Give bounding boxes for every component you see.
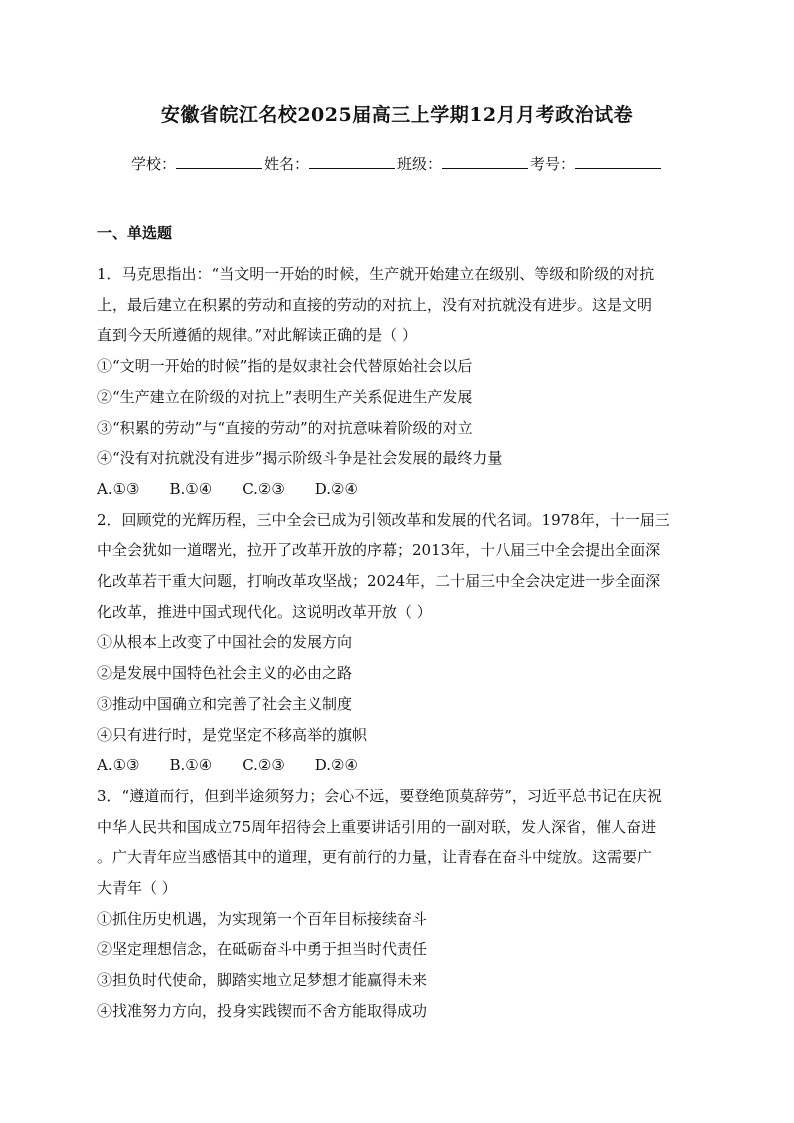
question-stem-line: 。广大青年应当感悟其中的道理，更有前行的力量，让青春在奋斗中绽放。这需要广 bbox=[97, 848, 653, 867]
student-info-row bbox=[0, 153, 794, 174]
option-b[interactable]: B.①④ bbox=[169, 756, 213, 775]
number-field bbox=[530, 153, 663, 174]
option-b[interactable]: B.①④ bbox=[169, 479, 213, 498]
question-1 bbox=[97, 259, 697, 505]
option-a[interactable]: A.①③ bbox=[97, 479, 140, 498]
name-field bbox=[264, 153, 397, 174]
statement-item: ④找准努力方向，投身实践锲而不舍方能取得成功 bbox=[97, 1001, 428, 1020]
number-label: 考号： bbox=[530, 155, 576, 173]
answer-options bbox=[97, 474, 697, 505]
question-stem-line: 大青年（ ） bbox=[97, 879, 177, 898]
statement-item: ①从根本上改变了中国社会的发展方向 bbox=[97, 633, 353, 652]
question-2 bbox=[97, 505, 697, 781]
class-field bbox=[397, 153, 530, 174]
question-stem-line: 3．“遵道而行，但到半途须努力；会心不远，要登绝顶莫辞劳”，习近平总书记在庆祝 bbox=[97, 786, 662, 805]
option-d[interactable]: D.②④ bbox=[314, 756, 358, 775]
statement-item: ②“生产建立在阶级的对抗上”表明生产关系促进生产发展 bbox=[97, 387, 473, 406]
question-stem-line: 2．回顾党的光辉历程，三中全会已成为引领改革和发展的代名词。1978年，十一届三 bbox=[97, 510, 670, 529]
question-stem-line: 1．马克思指出：“当文明一开始的时候，生产就开始建立在级别、等级和阶级的对抗 bbox=[97, 265, 655, 283]
school-label: 学校： bbox=[130, 155, 176, 173]
option-a[interactable]: A.①③ bbox=[97, 756, 140, 775]
statement-item: ②坚定理想信念，在砥砺奋斗中勇于担当时代责任 bbox=[97, 940, 428, 959]
question-list bbox=[97, 222, 697, 1027]
question-stem-line: 中全会犹如一道曙光，拉开了改革开放的序幕；2013年，十八届三中全会提出全面深 bbox=[97, 541, 661, 560]
name-label: 姓名： bbox=[263, 155, 309, 173]
statement-item: ③推动中国确立和完善了社会主义制度 bbox=[97, 694, 353, 713]
question-stem-line: 上，最后建立在积累的劳动和直接的劳动的对抗上，没有对抗就没有进步。这是文明 bbox=[97, 295, 653, 314]
statement-item: ②是发展中国特色社会主义的必由之路 bbox=[97, 664, 353, 683]
school-field bbox=[131, 153, 264, 174]
statement-item: ①抓住历史机遇，为实现第一个百年目标接续奋斗 bbox=[97, 909, 428, 928]
option-d[interactable]: D.②④ bbox=[314, 479, 358, 498]
answer-options bbox=[97, 750, 697, 781]
statement-item: ③“积累的劳动”与“直接的劳动”的对抗意味着阶级的对立 bbox=[97, 418, 473, 437]
question-stem-line: 化改革，推进中国式现代化。这说明改革开放（ ） bbox=[97, 602, 432, 621]
question-stem-line: 中华人民共和国成立75周年招待会上重要讲话引用的一副对联，发人深省，催人奋进 bbox=[97, 817, 657, 836]
statement-item: ③担负时代使命，脚踏实地立足梦想才能赢得未来 bbox=[97, 971, 428, 990]
question-3 bbox=[97, 781, 697, 1027]
class-label: 班级： bbox=[397, 155, 443, 173]
statement-item: ①“文明一开始的时候”指的是奴隶社会代替原始社会以后 bbox=[97, 357, 473, 376]
statement-item: ④“没有对抗就没有进步”揭示阶级斗争是社会发展的最终力量 bbox=[97, 449, 503, 468]
question-stem-line: 直到今天所遵循的规律。”对此解读正确的是（ ） bbox=[97, 326, 417, 345]
class-blank[interactable] bbox=[442, 154, 528, 169]
name-blank[interactable] bbox=[309, 154, 395, 169]
option-c[interactable]: C.②③ bbox=[242, 756, 285, 775]
section-heading: 一、单选题 bbox=[97, 224, 173, 242]
school-blank[interactable] bbox=[176, 154, 262, 169]
page-title: 安徽省皖江名校2025届高三上学期12月月考政治试卷 bbox=[160, 104, 634, 126]
number-blank[interactable] bbox=[575, 154, 661, 169]
option-c[interactable]: C.②③ bbox=[242, 479, 285, 498]
question-stem-line: 化改革若干重大问题，打响改革攻坚战；2024年，二十届三中全会决定进一步全面深 bbox=[97, 572, 661, 591]
statement-item: ④只有进行时，是党坚定不移高举的旗帜 bbox=[97, 725, 368, 744]
